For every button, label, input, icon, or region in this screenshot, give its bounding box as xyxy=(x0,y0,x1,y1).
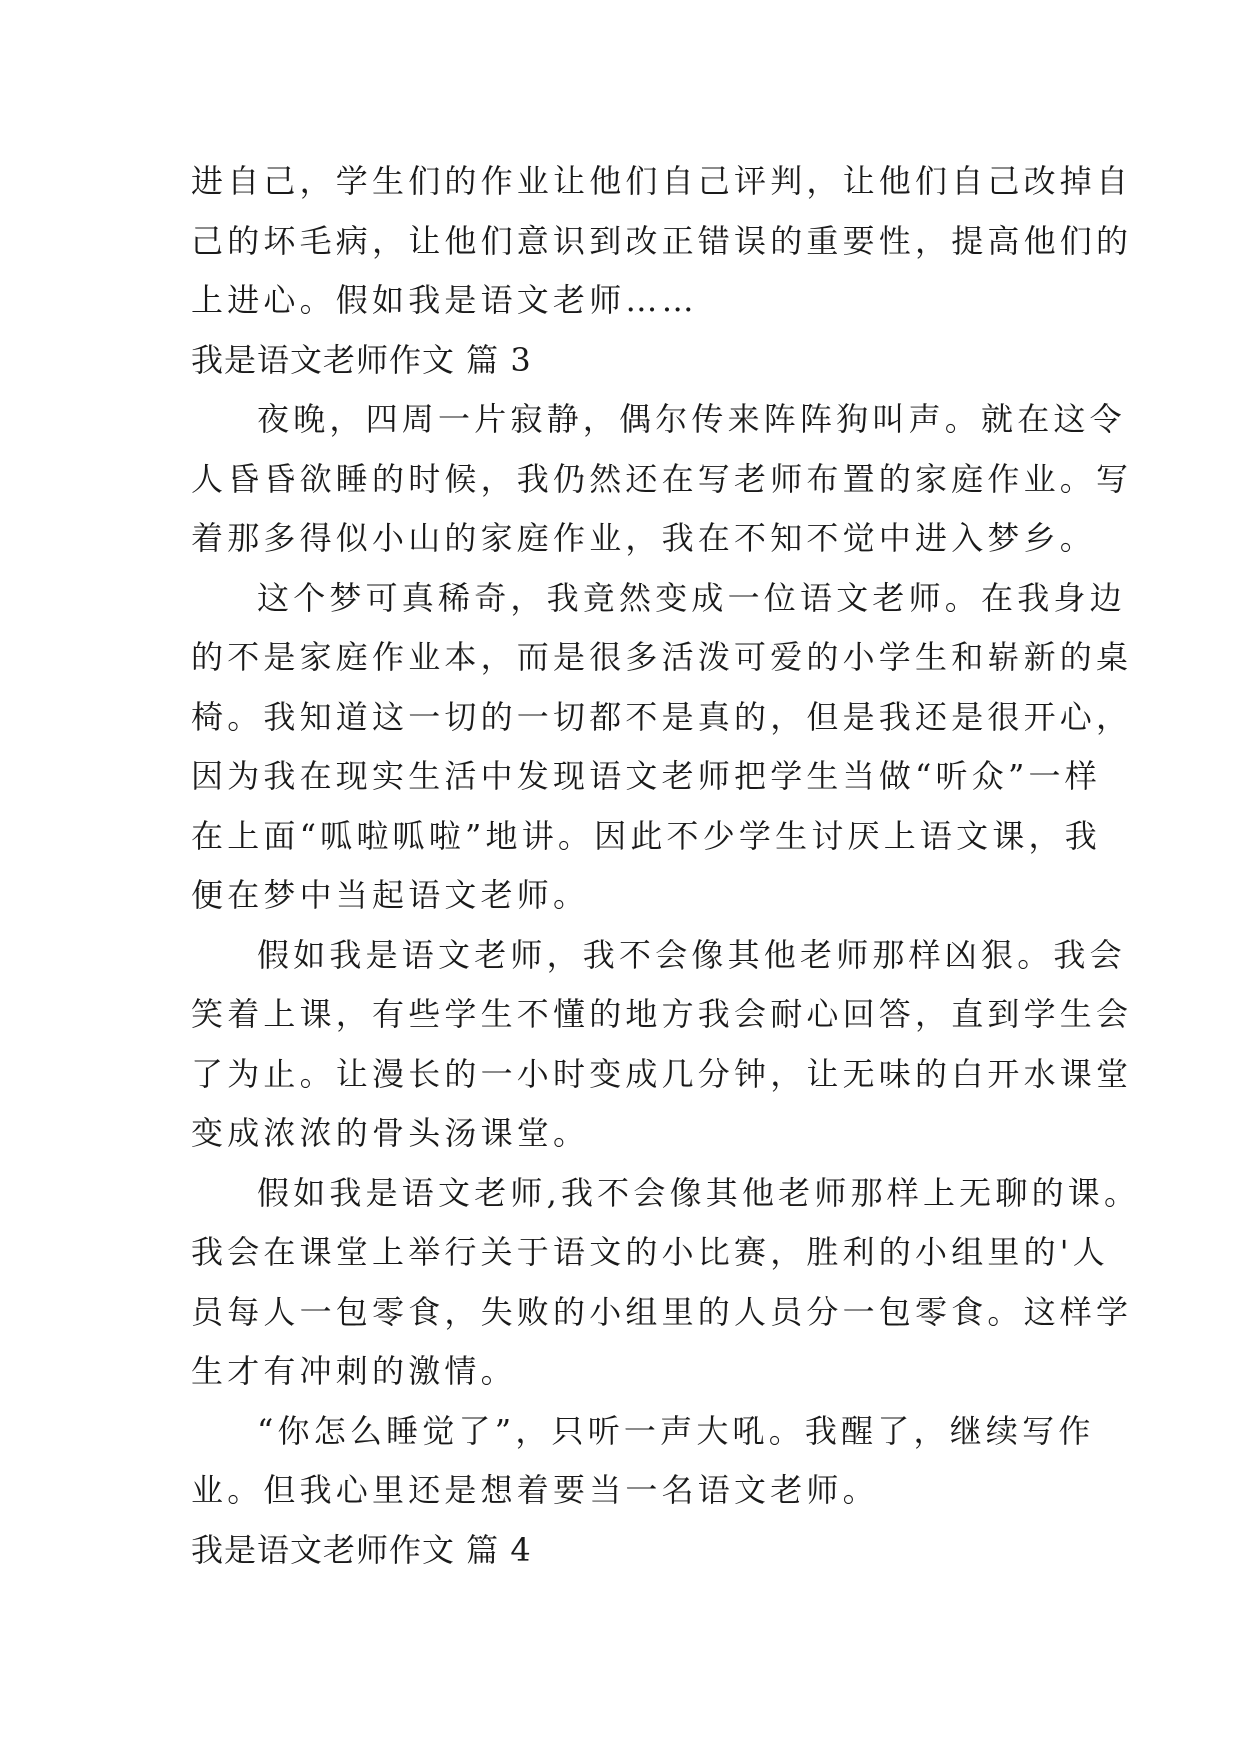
text-line: 的不是家庭作业本，而是很多活泼可爱的小学生和崭新的桌 xyxy=(191,638,1133,676)
text-line: 着那多得似小山的家庭作业，我在不知不觉中进入梦乡。 xyxy=(191,519,1097,557)
section-heading: 我是语文老师作文 篇 4 xyxy=(191,1530,532,1569)
section-heading: 我是语文老师作文 篇 3 xyxy=(191,340,532,379)
text-line: 上进心。假如我是语文老师…… xyxy=(191,281,698,319)
text-line: 这个梦可真稀奇，我竟然变成一位语文老师。在我身边 xyxy=(257,578,1126,617)
text-line: 了为止。让漫长的一小时变成几分钟，让无味的白开水课堂 xyxy=(191,1054,1133,1093)
text-line: 便在梦中当起语文老师。 xyxy=(191,876,590,914)
text-line: 笑着上课，有些学生不懂的地方我会耐心回答，直到学生会 xyxy=(191,995,1133,1033)
text-line: “你怎么睡觉了”，只听一声大吼。我醒了，继续写作 xyxy=(257,1411,1095,1450)
text-line: 假如我是语文老师，我不会像其他老师那样凶狠。我会 xyxy=(257,935,1126,974)
text-line: 在上面“呱啦呱啦”地讲。因此不少学生讨厌上语文课，我 xyxy=(191,816,1101,855)
text-line: 椅。我知道这一切的一切都不是真的，但是我还是很开心， xyxy=(191,697,1133,736)
text-line: 人昏昏欲睡的时候，我仍然还在写老师布置的家庭作业。写 xyxy=(191,459,1133,498)
text-line: 生才有冲刺的激情。 xyxy=(191,1352,517,1390)
text-line: 因为我在现实生活中发现语文老师把学生当做“听众”一样 xyxy=(191,757,1101,795)
text-line: 变成浓浓的骨头汤课堂。 xyxy=(191,1114,590,1152)
text-line: 员每人一包零食，失败的小组里的人员分一包零食。这样学 xyxy=(191,1292,1133,1331)
text-line: 假如我是语文老师,我不会像其他老师那样上无聊的课。 xyxy=(257,1173,1141,1212)
text-line: 我会在课堂上举行关于语文的小比赛，胜利的小组里的'人 xyxy=(191,1233,1109,1271)
text-line: 夜晚，四周一片寂静，偶尔传来阵阵狗叫声。就在这令 xyxy=(257,400,1126,438)
text-line: 业。但我心里还是想着要当一名语文老师。 xyxy=(191,1471,879,1509)
text-line: 进自己，学生们的作业让他们自己评判，让他们自己改掉自 xyxy=(191,162,1133,200)
document-page xyxy=(191,152,1141,1580)
text-line: 己的坏毛病，让他们意识到改正错误的重要性，提高他们的 xyxy=(191,221,1133,260)
